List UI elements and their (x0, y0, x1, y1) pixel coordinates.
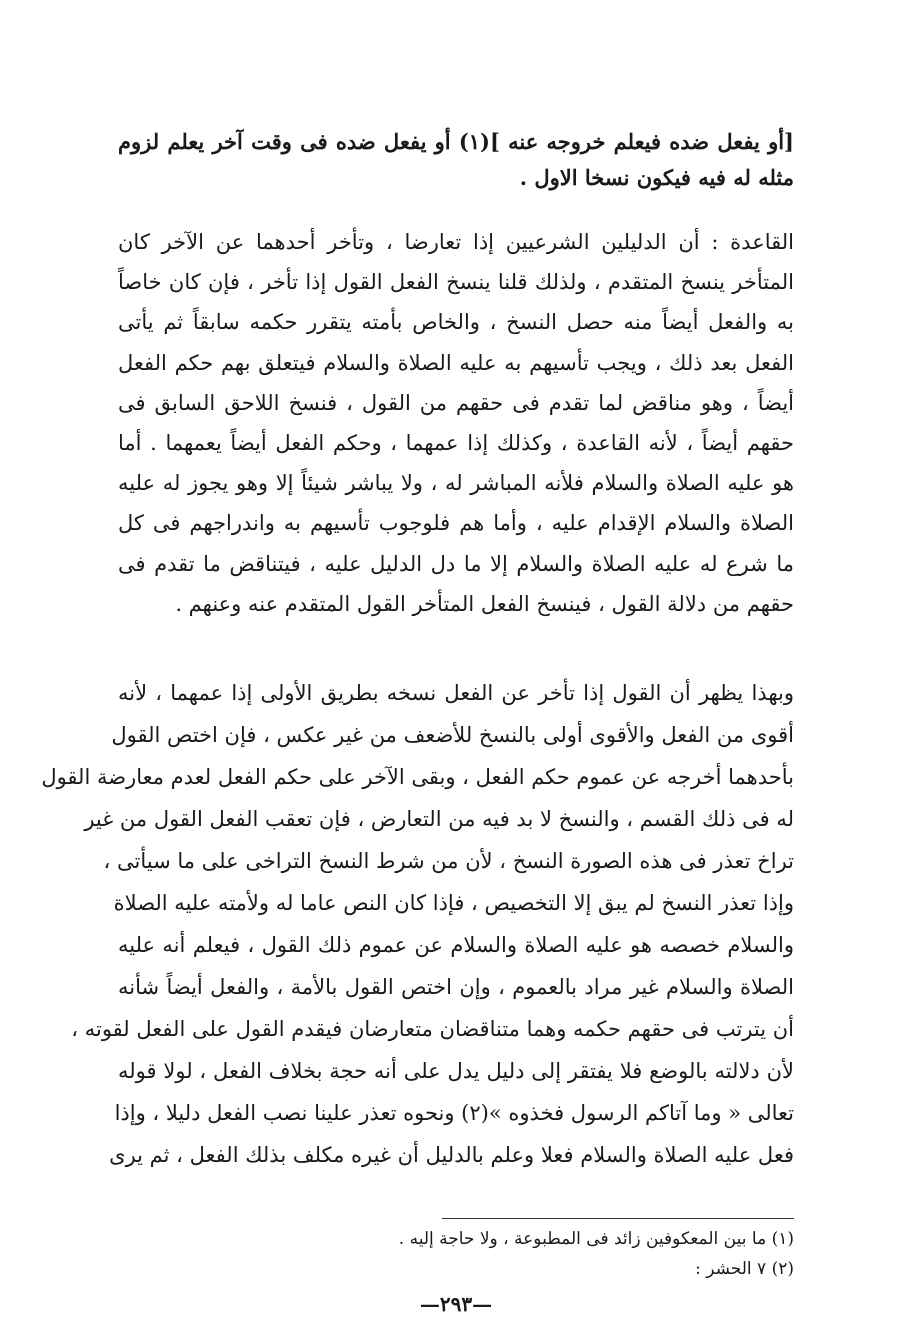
text-line: أيضاً ، وهو مناقض لما تقدم فى حقهم من القول ، فنسخ اللاحق السابق فى (118, 390, 794, 415)
text-line: المتأخر ينسخ المتقدم ، ولذلك قلنا ينسخ الفعل القول إذا تأخر ، فإن كان خاصاً (118, 270, 794, 295)
footnotes (300, 1224, 794, 1284)
paragraph-3 (41, 672, 794, 1176)
text-line: أقوى من الفعل والأقوى أولى بالنسخ للأضعف من غير عكس ، فإن اختص القول (111, 723, 794, 747)
text-line: له فى ذلك القسم ، والنسخ لا بد فيه من التعارض ، فإن تعقب الفعل القول من غير (84, 807, 794, 831)
text-line: والسلام خصصه هو عليه الصلاة والسلام عن عموم ذلك القول ، فيعلم أنه عليه (118, 933, 794, 957)
text-line: لأن دلالته بالوضع فلا يفتقر إلى دليل يدل على أنه حجة بخلاف الفعل ، لولا قوله (118, 1059, 794, 1083)
text-line: الصلاة والسلام غير مراد بالعموم ، وإن اختص القول بالأمة ، والفعل أيضاً شأنه (118, 975, 794, 999)
text-line: فعل عليه الصلاة والسلام فعلا وعلم بالدليل أن غيره مكلف بذلك الفعل ، ثم يرى (109, 1143, 794, 1167)
text-line: القاعدة : أن الدليلين الشرعيين إذا تعارضا ، وتأخر أحدهما عن الآخر كان (118, 230, 794, 254)
text-line: تعالى « وما آتاكم الرسول فخذوه »(٢) ونحوه تعذر علينا نصب الفعل دليلا ، وإذا (114, 1101, 794, 1125)
text-line: به والفعل أيضاً منه حصل النسخ ، والخاص بأمته يتقرر حكمه سابقاً ثم يأتى (118, 310, 794, 335)
paragraph-2 (118, 222, 794, 624)
text-line: وبهذا يظهر أن القول إذا تأخر عن الفعل نسخه بطريق الأولى إذا عمهما ، لأنه (118, 681, 794, 705)
text-line: بأحدهما أخرجه عن عموم حكم الفعل ، وبقى الآخر على حكم الفعل لعدم معارضة القول (41, 765, 794, 789)
footnote-2: (٢) ٧ الحشر : (695, 1259, 794, 1279)
text-line: وإذا تعذر النسخ لم يبق إلا التخصيص ، فإذا كان النص عاما له ولأمته عليه الصلاة (113, 891, 794, 915)
text-line: حقهم أيضاً ، لأنه القاعدة ، وكذلك إذا عمهما ، وحكم الفعل أيضاً يعمهما . أما (118, 430, 794, 455)
text-line: ما شرع له عليه الصلاة والسلام إلا ما دل الدليل عليه ، فيتناقض ما تقدم فى (118, 551, 794, 576)
text-line: أن يترتب فى حقهم حكمه وهما متناقضان متعارضان فيقدم القول على الفعل لقوته ، (71, 1017, 794, 1041)
text-line: الصلاة والسلام الإقدام عليه ، وأما هم فلوجوب تأسيهم به واندراجهم فى كل (118, 511, 794, 536)
text-line: [أو يفعل ضده فيعلم خروجه عنه ](١) أو يفعل ضده فى وقت آخر يعلم لزوم (118, 129, 794, 154)
text-line: هو عليه الصلاة والسلام فلأنه المباشر له ، ولا يباشر شيئاً إلا وهو يجوز له عليه (118, 471, 794, 496)
text-line: حقهم من دلالة القول ، فينسخ الفعل المتأخر القول المتقدم عنه وعنهم . (175, 591, 794, 616)
text-line: الفعل بعد ذلك ، ويجب تأسيهم به عليه الصلاة والسلام فيتعلق بهم حكم الفعل (118, 350, 794, 375)
text-line: مثله له فيه فيكون نسخا الاول . (519, 165, 794, 190)
page-number: —٢٩٣— (419, 1292, 493, 1316)
footnote-1: (١) ما بين المعكوفين زائد فى المطبوعة ، ولا حاجة إليه . (398, 1229, 794, 1249)
footnote-separator (442, 1218, 794, 1219)
text-line: تراخ تعذر فى هذه الصورة النسخ ، لأن من شرط النسخ التراخى على ما سيأتى ، (103, 849, 794, 873)
paragraph-1 (118, 124, 794, 196)
